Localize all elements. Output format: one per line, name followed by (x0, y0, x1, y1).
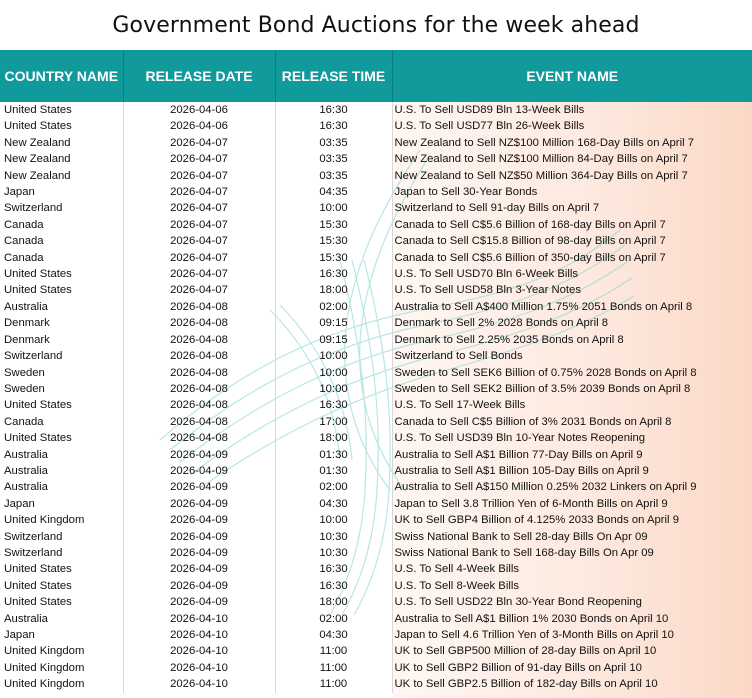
event-name-cell: Canada to Sell C$5.6 Billion of 350-day Bills on April 7 (394, 251, 666, 264)
country-cell: Japan (0, 496, 123, 512)
country-cell: Canada (0, 233, 123, 249)
event-name-cell: Denmark to Sell 2% 2028 Bonds on April 8 (394, 317, 609, 330)
event-name-cell: U.S. To Sell 4-Week Bills (394, 563, 520, 576)
release-date-cell: 2026-04-10 (123, 627, 275, 643)
table-row (0, 102, 752, 118)
country-cell: Canada (0, 414, 123, 430)
table-row (0, 135, 752, 151)
country-cell: Canada (0, 217, 123, 233)
event-name-cell: UK to Sell GBP2 Billion of 91-day Bills on April 10 (394, 661, 642, 674)
event-name-cell: Australia to Sell A$1 Billion 105-Day Bills on April 9 (394, 464, 649, 477)
table-row (0, 365, 752, 381)
country-cell: United States (0, 102, 123, 118)
table-row (0, 676, 752, 692)
event-name-cell: U.S. To Sell USD58 Bln 3-Year Notes (394, 284, 581, 297)
country-cell: United States (0, 561, 123, 577)
event-name-cell: Australia to Sell A$1 Billion 1% 2030 Bonds on April 10 (394, 612, 669, 625)
release-date-cell: 2026-04-08 (123, 430, 275, 446)
country-cell: United States (0, 594, 123, 610)
release-time-cell: 03:35 (275, 151, 392, 167)
auction-table (0, 50, 752, 693)
event-name-cell: Sweden to Sell SEK2 Billion of 3.5% 2039 Bonds on April 8 (394, 382, 691, 395)
table-row (0, 447, 752, 463)
release-date-cell: 2026-04-09 (123, 578, 275, 594)
release-time-cell: 15:30 (275, 217, 392, 233)
table-row (0, 266, 752, 282)
country-cell: Australia (0, 479, 123, 495)
release-date-cell: 2026-04-06 (123, 118, 275, 134)
release-date-cell: 2026-04-09 (123, 561, 275, 577)
table-row (0, 594, 752, 610)
release-date-cell: 2026-04-08 (123, 381, 275, 397)
release-date-cell: 2026-04-07 (123, 250, 275, 266)
release-date-cell: 2026-04-08 (123, 397, 275, 413)
country-cell: United Kingdom (0, 512, 123, 528)
release-time-cell: 11:00 (275, 676, 392, 692)
release-date-cell: 2026-04-09 (123, 594, 275, 610)
release-time-cell: 10:30 (275, 545, 392, 561)
table-row (0, 200, 752, 216)
event-name-cell: Japan to Sell 3.8 Trillion Yen of 6-Month Bills on April 9 (394, 497, 668, 510)
table-row (0, 611, 752, 627)
country-cell: United States (0, 397, 123, 413)
release-time-cell: 10:00 (275, 365, 392, 381)
release-date-cell: 2026-04-09 (123, 512, 275, 528)
event-name-cell: Switzerland to Sell Bonds (394, 350, 523, 363)
table-body (0, 102, 752, 693)
page-title: Government Bond Auctions for the week ahead (112, 12, 640, 38)
release-time-cell: 16:30 (275, 118, 392, 134)
country-cell: Denmark (0, 332, 123, 348)
release-date-cell: 2026-04-07 (123, 266, 275, 282)
table-row (0, 151, 752, 167)
table-row (0, 348, 752, 364)
release-date-cell: 2026-04-07 (123, 135, 275, 151)
release-time-cell: 04:35 (275, 184, 392, 200)
release-time-cell: 11:00 (275, 660, 392, 676)
event-name-cell: New Zealand to Sell NZ$50 Million 364-Day Bills on April 7 (394, 169, 688, 182)
release-time-cell: 02:00 (275, 299, 392, 315)
event-name-cell: UK to Sell GBP2.5 Billion of 182-day Bills on April 10 (394, 678, 658, 691)
event-name-cell: Australia to Sell A$400 Million 1.75% 2051 Bonds on April 8 (394, 300, 693, 313)
country-cell: United States (0, 266, 123, 282)
table-row (0, 643, 752, 659)
release-time-cell: 10:00 (275, 200, 392, 216)
release-date-cell: 2026-04-07 (123, 282, 275, 298)
country-cell: United States (0, 430, 123, 446)
country-cell: United Kingdom (0, 643, 123, 659)
event-name-cell: UK to Sell GBP4 Billion of 4.125% 2033 Bonds on April 9 (394, 514, 679, 527)
table-row (0, 315, 752, 331)
country-cell: United States (0, 282, 123, 298)
header-release-date: RELEASE DATE (123, 50, 275, 102)
table-row (0, 250, 752, 266)
event-name-cell: New Zealand to Sell NZ$100 Million 84-Day Bills on April 7 (394, 153, 688, 166)
event-name-cell: Sweden to Sell SEK6 Billion of 0.75% 2028 Bonds on April 8 (394, 366, 697, 379)
country-cell: New Zealand (0, 168, 123, 184)
release-date-cell: 2026-04-10 (123, 676, 275, 692)
event-name-cell: U.S. To Sell USD22 Bln 30-Year Bond Reopening (394, 596, 642, 609)
event-name-cell: Swiss National Bank to Sell 28-day Bills On Apr 09 (394, 530, 648, 543)
event-name-cell: Denmark to Sell 2.25% 2035 Bonds on April 8 (394, 333, 624, 346)
release-time-cell: 11:00 (275, 643, 392, 659)
table-row (0, 479, 752, 495)
country-cell: Australia (0, 447, 123, 463)
country-cell: United States (0, 578, 123, 594)
country-cell: Canada (0, 250, 123, 266)
event-name-cell: Japan to Sell 30-Year Bonds (394, 186, 538, 199)
header-country-name: COUNTRY NAME (0, 50, 123, 102)
release-date-cell: 2026-04-07 (123, 151, 275, 167)
release-date-cell: 2026-04-07 (123, 200, 275, 216)
release-time-cell: 15:30 (275, 233, 392, 249)
release-time-cell: 04:30 (275, 627, 392, 643)
event-name-cell: Switzerland to Sell 91-day Bills on April 7 (394, 202, 600, 215)
event-name-cell: Canada to Sell C$5 Billion of 3% 2031 Bonds on April 8 (394, 415, 672, 428)
country-cell: Japan (0, 627, 123, 643)
table-row (0, 545, 752, 561)
country-cell: United Kingdom (0, 660, 123, 676)
table-row (0, 233, 752, 249)
release-time-cell: 16:30 (275, 102, 392, 118)
country-cell: New Zealand (0, 135, 123, 151)
release-time-cell: 03:35 (275, 168, 392, 184)
table-row (0, 561, 752, 577)
event-name-cell: Australia to Sell A$1 Billion 77-Day Bills on April 9 (394, 448, 643, 461)
release-time-cell: 01:30 (275, 463, 392, 479)
release-date-cell: 2026-04-08 (123, 365, 275, 381)
country-cell: New Zealand (0, 151, 123, 167)
auction-table-container (0, 50, 752, 698)
event-name-cell: Canada to Sell C$5.6 Billion of 168-day Bills on April 7 (394, 218, 666, 231)
table-row (0, 118, 752, 134)
header-release-time: RELEASE TIME (275, 50, 392, 102)
release-time-cell: 17:00 (275, 414, 392, 430)
table-row (0, 217, 752, 233)
release-time-cell: 15:30 (275, 250, 392, 266)
event-name-cell: Australia to Sell A$150 Million 0.25% 2032 Linkers on April 9 (394, 481, 697, 494)
event-name-cell: U.S. To Sell USD77 Bln 26-Week Bills (394, 120, 585, 133)
table-row (0, 463, 752, 479)
event-name-cell: U.S. To Sell 17-Week Bills (394, 399, 526, 412)
country-cell: Denmark (0, 315, 123, 331)
table-row (0, 168, 752, 184)
table-row (0, 660, 752, 676)
country-cell: Switzerland (0, 545, 123, 561)
release-time-cell: 16:30 (275, 397, 392, 413)
release-time-cell: 16:30 (275, 561, 392, 577)
table-row (0, 184, 752, 200)
release-time-cell: 02:00 (275, 611, 392, 627)
release-time-cell: 18:00 (275, 282, 392, 298)
release-date-cell: 2026-04-09 (123, 529, 275, 545)
event-name-cell: Canada to Sell C$15.8 Billion of 98-day Bills on April 7 (394, 235, 666, 248)
country-cell: United Kingdom (0, 676, 123, 692)
table-row (0, 496, 752, 512)
event-name-cell: U.S. To Sell 8-Week Bills (394, 579, 520, 592)
table-row (0, 332, 752, 348)
table-row (0, 627, 752, 643)
country-cell: Australia (0, 611, 123, 627)
release-time-cell: 10:00 (275, 512, 392, 528)
country-cell: Sweden (0, 365, 123, 381)
release-date-cell: 2026-04-10 (123, 660, 275, 676)
release-date-cell: 2026-04-06 (123, 102, 275, 118)
country-cell: Sweden (0, 381, 123, 397)
release-date-cell: 2026-04-07 (123, 184, 275, 200)
table-row (0, 578, 752, 594)
release-date-cell: 2026-04-09 (123, 463, 275, 479)
release-date-cell: 2026-04-08 (123, 348, 275, 364)
table-row (0, 414, 752, 430)
release-date-cell: 2026-04-10 (123, 643, 275, 659)
country-cell: Switzerland (0, 348, 123, 364)
release-time-cell: 16:30 (275, 266, 392, 282)
release-time-cell: 10:00 (275, 381, 392, 397)
event-name-cell: U.S. To Sell USD89 Bln 13-Week Bills (394, 104, 585, 116)
table-row (0, 282, 752, 298)
country-cell: Australia (0, 463, 123, 479)
release-date-cell: 2026-04-09 (123, 496, 275, 512)
header-event-name: EVENT NAME (392, 50, 752, 102)
release-time-cell: 10:30 (275, 529, 392, 545)
release-date-cell: 2026-04-07 (123, 168, 275, 184)
country-cell: United States (0, 118, 123, 134)
event-name-cell: Swiss National Bank to Sell 168-day Bills On Apr 09 (394, 546, 654, 559)
event-name-cell: UK to Sell GBP500 Million of 28-day Bills on April 10 (394, 645, 657, 658)
release-date-cell: 2026-04-08 (123, 299, 275, 315)
event-name-cell: Japan to Sell 4.6 Trillion Yen of 3-Month Bills on April 10 (394, 629, 674, 641)
table-row (0, 299, 752, 315)
table-row (0, 529, 752, 545)
table-row (0, 430, 752, 446)
release-date-cell: 2026-04-07 (123, 217, 275, 233)
release-time-cell: 09:15 (275, 332, 392, 348)
table-row (0, 512, 752, 528)
release-time-cell: 04:30 (275, 496, 392, 512)
release-time-cell: 16:30 (275, 578, 392, 594)
release-date-cell: 2026-04-07 (123, 233, 275, 249)
country-cell: Japan (0, 184, 123, 200)
release-date-cell: 2026-04-08 (123, 414, 275, 430)
table-header-row (0, 50, 752, 102)
release-time-cell: 09:15 (275, 315, 392, 331)
release-date-cell: 2026-04-10 (123, 611, 275, 627)
table-row (0, 381, 752, 397)
release-time-cell: 10:00 (275, 348, 392, 364)
release-date-cell: 2026-04-09 (123, 479, 275, 495)
release-time-cell: 03:35 (275, 135, 392, 151)
release-date-cell: 2026-04-08 (123, 315, 275, 331)
table-row (0, 397, 752, 413)
release-time-cell: 18:00 (275, 430, 392, 446)
country-cell: Australia (0, 299, 123, 315)
country-cell: Switzerland (0, 529, 123, 545)
event-name-cell: U.S. To Sell USD39 Bln 10-Year Notes Reopening (394, 432, 646, 445)
release-date-cell: 2026-04-09 (123, 447, 275, 463)
release-date-cell: 2026-04-09 (123, 545, 275, 561)
release-date-cell: 2026-04-08 (123, 332, 275, 348)
release-time-cell: 02:00 (275, 479, 392, 495)
release-time-cell: 01:30 (275, 447, 392, 463)
release-time-cell: 18:00 (275, 594, 392, 610)
event-name-cell: U.S. To Sell USD70 Bln 6-Week Bills (394, 268, 579, 281)
event-name-cell: New Zealand to Sell NZ$100 Million 168-Day Bills on April 7 (394, 136, 695, 149)
country-cell: Switzerland (0, 200, 123, 216)
